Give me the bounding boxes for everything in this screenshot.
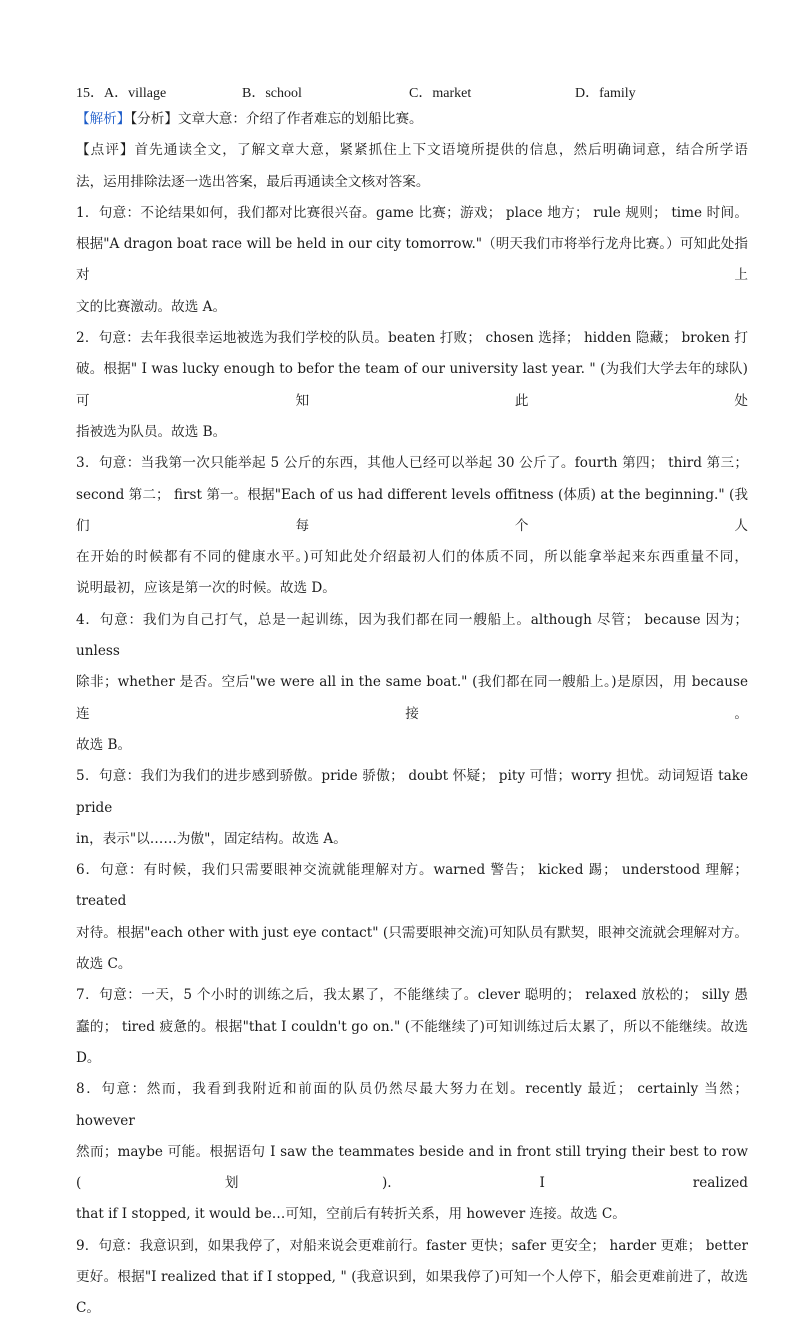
text-line: 8．句意：然而，我看到我附近和前面的队员仍然尽最大努力在划。recently 最近； certainly 当然； however: [76, 1081, 748, 1129]
text-line: 9．句意：我意识到，如果我停了，对船来说会更难前行。faster 更快；safer 更安全； harder 更难； better: [76, 1237, 748, 1254]
text-line: 2．句意：去年我很幸运地被选为我们学校的队员。beaten 打败； chosen 选择； hidden 隐藏； broken 打: [76, 330, 749, 347]
text-line: 然而；maybe 可能。根据语句 I saw the teammates beside and in front still trying their best to row (划). I realized: [76, 1143, 748, 1192]
option-a: 15．A．village: [76, 86, 167, 101]
text-line: 蠢的； tired 疲惫的。根据"that I couldn't go on." (不能继续了)可知训练过后太累了，所以不能继续。故选: [76, 1018, 748, 1035]
option-c: C．market: [409, 86, 472, 101]
analysis-line: [76, 104, 748, 135]
text-line: 故选 B。: [76, 736, 132, 753]
text-line: 故选 C。: [76, 956, 132, 973]
text-line: second 第二； first 第一。根据"Each of us had different levels offitness (体质) at the beginning." (我们每个人: [76, 486, 748, 534]
text-line: 4．句意：我们为自己打气，总是一起训练，因为我们都在同一艘船上。although 尽管； because 因为； unless: [76, 611, 748, 660]
analysis-summary: 【分析】文章大意：介绍了作者难忘的划船比赛。: [130, 111, 423, 127]
text-line: 【点评】首先通读全文，了解文章大意，紧紧抓住上下文语境所提供的信息，然后明确词意，结合所学语: [76, 142, 748, 159]
text-line: 根据"A dragon boat race will be held in our city tomorrow."（明天我们市将举行龙舟比赛。）可知此处指对上: [76, 236, 748, 284]
text-line: 破。根据" I was lucky enough to befor the team of our university last year. " (为我们大学去年的球队)可知此处: [76, 361, 748, 409]
text-line: 更好。根据"I realized that if I stopped, " (我意识到，如果我停了)可知一个人停下，船会更难前进了，故选: [76, 1268, 748, 1285]
text-line: 6．句意：有时候，我们只需要眼神交流就能理解对方。warned 警告； kicked 踢； understood 理解； treated: [76, 862, 748, 910]
text-line: 说明最初，应该是第一次的时候。故选 D。: [76, 580, 336, 597]
text-line: 在开始的时候都有不同的健康水平。)可知此处介绍最初人们的体质不同，所以能拿举起来东西重量不同，: [76, 549, 748, 566]
option-d: D．family: [575, 86, 636, 101]
document-page: [76, 80, 748, 1325]
text-line: D。: [76, 1049, 101, 1066]
text-line: 除非；whether 是否。空后"we were all in the same boat." (我们都在同一艘船上。)是原因，用 because 连接。: [76, 674, 748, 722]
text-line: 对待。根据"each other with just eye contact" (只需要眼神交流)可知队员有默契，眼神交流就会理解对方。: [76, 924, 748, 941]
text-line: 3．句意：当我第一次只能举起 5 公斤的东西，其他人已经可以举起 30 公斤了。fourth 第四； third 第三；: [76, 455, 748, 472]
text-line: 7．句意：一天，5 个小时的训练之后，我太累了，不能继续了。clever 聪明的； relaxed 放松的； silly 愚: [76, 987, 748, 1004]
text-line: C。: [76, 1300, 100, 1317]
text-line: 指被选为队员。故选 B。: [76, 423, 227, 440]
question-15-options: [76, 80, 748, 104]
text-line: that if I stopped, it would be…可知，空前后有转折关系，用 however 连接。故选 C。: [76, 1206, 626, 1223]
text-line: 5．句意：我们为我们的进步感到骄傲。pride 骄傲； doubt 怀疑； pity 可惜；worry 担忧。动词短语 take pride: [76, 768, 748, 816]
option-b: B．school: [242, 86, 302, 101]
text-line: 法，运用排除法逐一选出答案，最后再通读全文核对答案。: [76, 173, 430, 190]
text-line: 文的比赛激动。故选 A。: [76, 298, 227, 315]
text-line: in，表示"以……为傲"，固定结构。故选 A。: [76, 830, 347, 847]
text-line: 1．句意：不论结果如何，我们都对比赛很兴奋。game 比赛；游戏； place 地方； rule 规则； time 时间。: [76, 204, 748, 221]
analysis-tag: 【解析】: [76, 111, 131, 127]
